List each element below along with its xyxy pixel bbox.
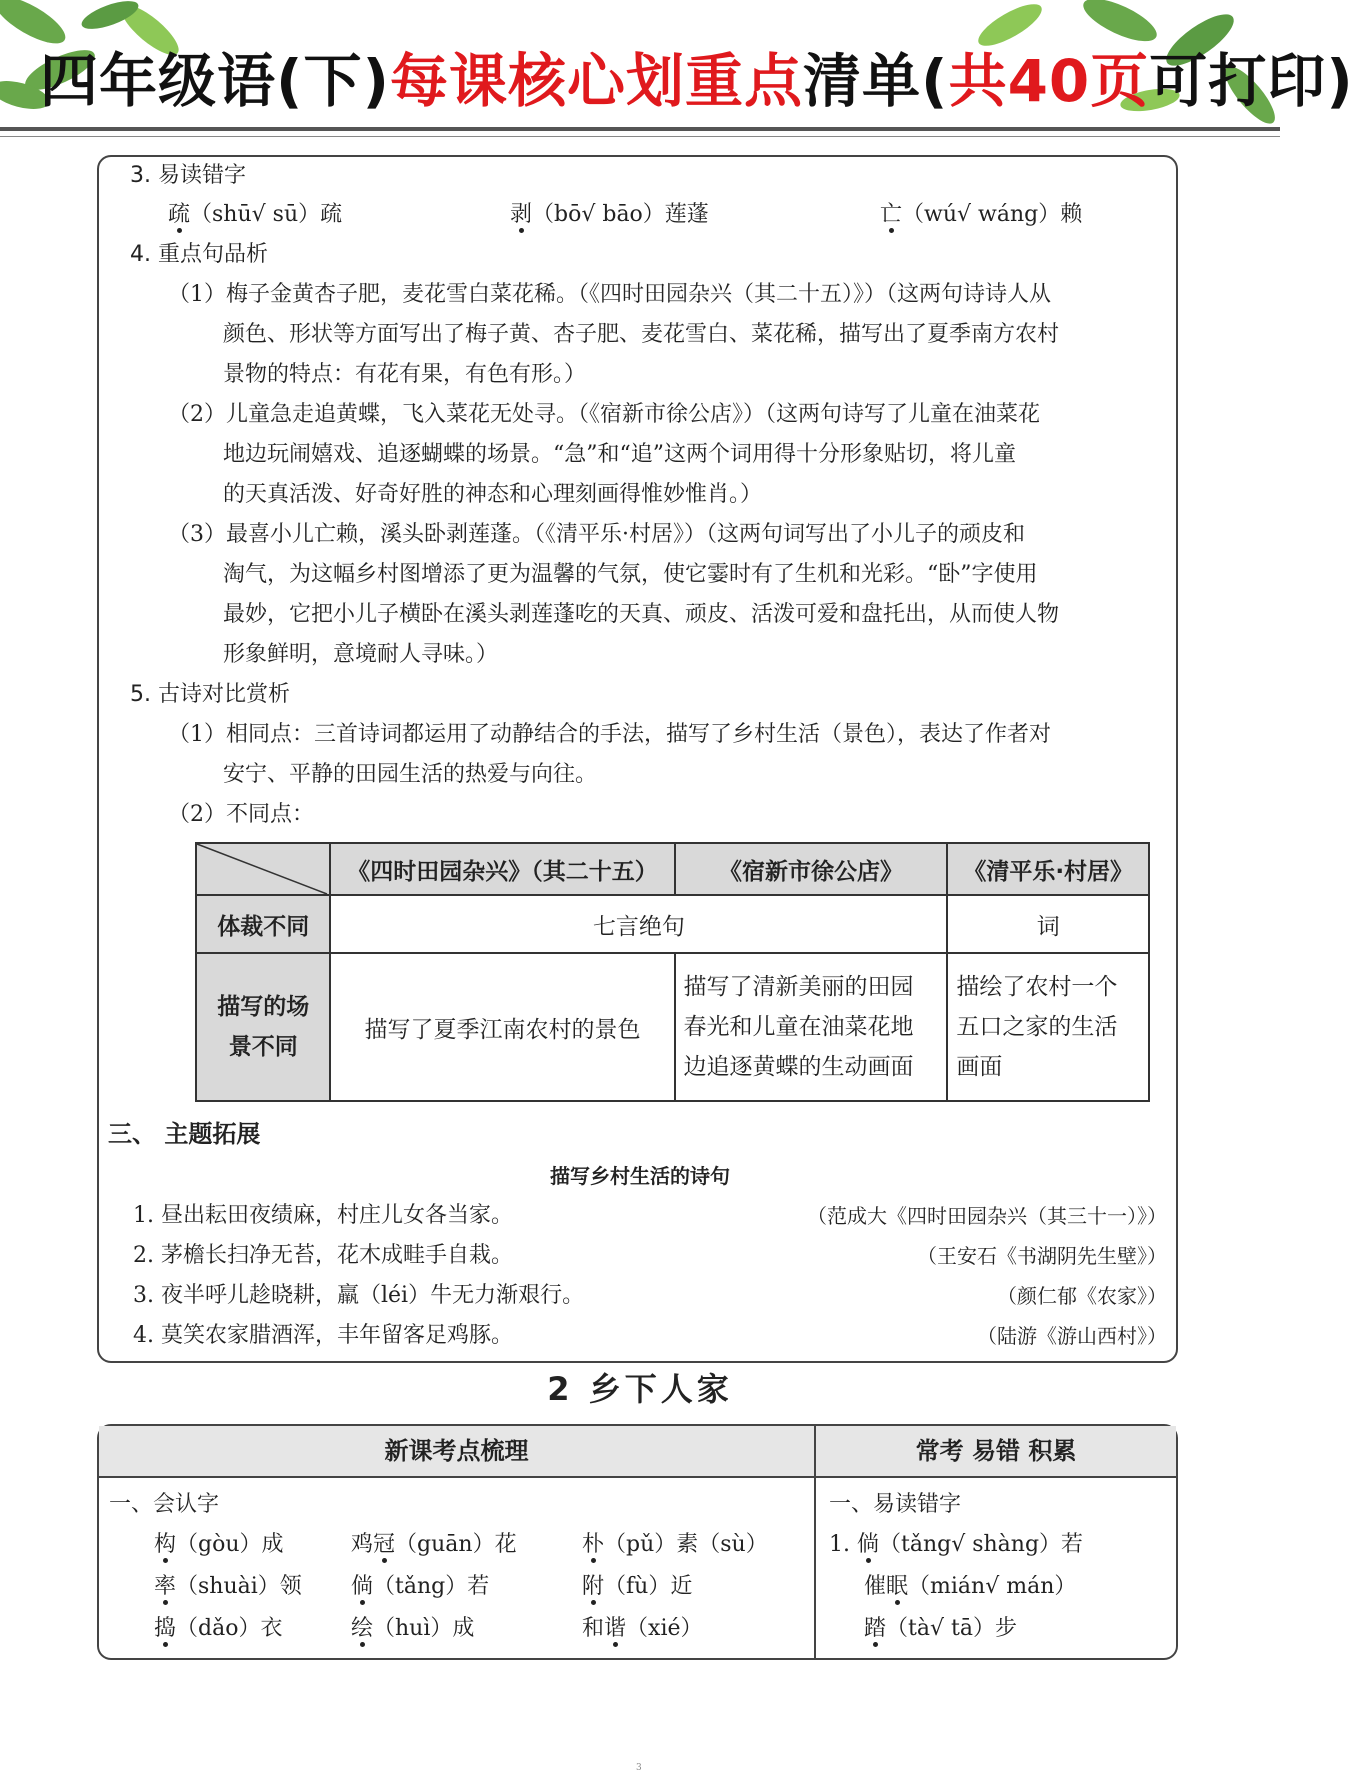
table-row [196,953,1149,1101]
title-part3: 清单( [803,47,949,115]
section-heading: 5. 古诗对比赏析 [130,682,290,707]
sentence-analysis-line: （1）梅子金黄杏子肥，麦花雪白菜花稀。（《四时田园杂兴（其二十五）》）（这两句诗诗人从 [168,282,1052,307]
word-pinyin: （gòu）成 [176,1532,284,1557]
diagonal-corner-cell [196,843,330,895]
poem-source: （范成大《四时田园杂兴（其三十一）》） [807,1204,1167,1228]
dotted-char: 捣 [154,1616,177,1641]
left-section-heading: 一、会认字 [109,1492,220,1517]
dotted-char: 绘 [351,1616,374,1641]
cell-line: 春光和儿童在油菜花地 [683,1014,914,1040]
table-cell: 七言绝句 [330,895,947,953]
word-pinyin: （pǔ）素（sù） [604,1532,768,1557]
table-cell: 描写了夏季江南农村的景色 [330,953,674,1101]
word-pinyin: （guān）花 [395,1532,517,1557]
sentence-analysis-line: 地边玩闹嬉戏、追逐蝴蝶的场景。“急”和“追”这两个词用得十分形象贴切，将儿童 [223,442,1016,467]
recognize-word [351,1529,517,1561]
recognize-word [154,1529,284,1561]
comparison-line: （1）相同点：三首诗词都运用了动静结合的手法，描写了乡村生活（景色），表达了作者对 [168,722,1052,747]
table-cell [675,953,948,1101]
dotted-char: 率 [154,1574,177,1599]
word-prefix: 鸡 [351,1532,374,1557]
poem-line: 2. 茅檐长扫净无苔，花木成畦手自栽。 [133,1243,513,1268]
diagonal-line-icon [197,844,327,894]
word-pinyin: （tǎng）若 [373,1574,490,1599]
recognize-word [351,1613,474,1645]
sentence-analysis-line: 景物的特点：有花有果，有色有形。） [223,362,587,387]
table-header: 《清平乐·村居》 [947,843,1149,895]
comparison-table [195,842,1150,1102]
recognize-word [582,1571,692,1603]
word-pinyin: （huì）成 [373,1616,475,1641]
recognize-word [582,1613,703,1645]
recognize-word [351,1571,489,1603]
poem-line: 3. 夜半呼儿趁晓耕，羸（léi）牛无力渐艰行。 [133,1283,585,1308]
word-prefix: 催 [864,1574,887,1599]
dotted-char: 朴 [582,1532,605,1557]
sentence-analysis-line: 淘气，为这幅乡村图增添了更为温馨的气氛，使它霎时有了生机和光彩。“卧”字使用 [223,562,1038,587]
section-heading: 3. 易读错字 [130,163,246,188]
row-label: 体裁不同 [196,895,330,953]
table-cell [947,953,1149,1101]
misread-item [510,199,709,231]
title-part1: 四年级语(下) [40,47,391,115]
poem-line: 1. 昼出耘田夜绩麻，村庄儿女各当家。 [133,1203,513,1228]
misread-item [864,1571,1076,1603]
recognize-word [154,1613,282,1645]
dotted-char: 构 [154,1532,177,1557]
misread-pinyin: （wú√ wáng）赖 [902,202,1083,227]
word-pinyin: （dǎo）衣 [176,1616,283,1641]
item-number: 1. [829,1532,857,1557]
cell-line: 五口之家的生活 [956,1014,1118,1040]
dotted-char: 踏 [864,1616,887,1641]
banner-divider [0,127,1280,131]
dotted-char: 亡 [880,202,903,227]
dotted-char: 谐 [604,1616,627,1641]
lesson-box [97,1424,1178,1660]
right-header: 常考 易错 积累 [915,1437,1077,1465]
row-label-line: 描写的场 [217,994,310,1020]
comparison-line: （2）不同点： [168,802,314,827]
sentence-analysis-line: （3）最喜小儿亡赖，溪头卧剥莲蓬。（《清平乐·村居》）（这两句词写出了小儿子的顽皮和 [168,522,1025,547]
comparison-line: 安宁、平静的田园生活的热爱与向往。 [223,762,598,787]
row-label [196,953,330,1101]
dotted-char: 剥 [510,202,533,227]
table-header: 《四时田园杂兴》（其二十五） [330,843,674,895]
cell-line: 描绘了农村一个 [956,974,1118,1000]
title-part4: 共40页 [948,47,1150,115]
misread-pinyin: （tǎng√ shàng）若 [879,1532,1084,1557]
sentence-analysis-line: 形象鲜明，意境耐人寻味。） [223,642,499,667]
title-part5: 可打印) [1149,47,1354,115]
table-header: 《宿新市徐公店》 [675,843,948,895]
word-pinyin: （fù）近 [604,1574,693,1599]
word-prefix: 和 [582,1616,605,1641]
page-banner [0,0,1354,125]
theme-heading: 三、 主题拓展 [108,1120,261,1148]
misread-pinyin: （mián√ mán） [908,1574,1077,1599]
dotted-char: 倘 [351,1574,374,1599]
section-heading: 4. 重点句品析 [130,242,268,267]
lesson-title: 2 乡下人家 [547,1370,733,1408]
cell-line: 描写了清新美丽的田园 [683,974,914,1000]
dotted-char: 倘 [856,1532,879,1557]
sentence-analysis-line: 最妙，它把小儿子横卧在溪头剥莲蓬吃的天真、顽皮、活泼可爱和盘托出，从而使人物 [223,602,1060,627]
page-title [40,34,1354,118]
theme-subtitle: 描写乡村生活的诗句 [550,1164,730,1188]
misread-item [168,199,342,231]
sentence-analysis-line: （2）儿童急走追黄蝶，飞入菜花无处寻。（《宿新市徐公店》）（这两句诗写了儿童在油菜花 [168,402,1041,427]
dotted-char: 附 [582,1574,605,1599]
poem-source: （陆游《游山西村》） [977,1324,1167,1348]
sentence-analysis-line: 的天真活泼、好奇好胜的神态和心理刻画得惟妙惟肖。） [223,482,763,507]
misread-pinyin: （bō√ bāo）莲蓬 [532,202,709,227]
poem-source: （颜仁郁《农家》） [997,1284,1167,1308]
word-pinyin: （shuài）领 [176,1574,302,1599]
title-part2: 每课核心划重点 [390,47,804,115]
cell-line: 边追逐黄蝶的生动画面 [683,1054,914,1080]
misread-item [864,1613,1017,1645]
table-header-row [196,843,1149,895]
page-number: 3 [636,1763,642,1773]
table-row [196,895,1149,953]
misread-pinyin: （shū√ sū）疏 [190,202,343,227]
banner-divider-thin [0,136,1280,137]
word-pinyin: （xié） [626,1616,703,1641]
cell-line: 画面 [956,1054,1003,1080]
misread-pinyin: （tà√ tā）步 [886,1616,1017,1641]
dotted-char: 眠 [886,1574,909,1599]
table-cell: 词 [947,895,1149,953]
poem-source: （王安石《书湖阴先生壁》） [917,1244,1167,1268]
dotted-char: 疏 [168,202,191,227]
sentence-analysis-line: 颜色、形状等方面写出了梅子黄、杏子肥、麦花雪白、菜花稀，描写出了夏季南方农村 [223,322,1060,347]
misread-item [880,199,1082,231]
left-header: 新课考点梳理 [384,1437,529,1465]
recognize-word [154,1571,302,1603]
recognize-word [582,1529,768,1561]
misread-item [829,1529,1083,1561]
row-label-line: 景不同 [228,1034,298,1060]
poem-line: 4. 莫笑农家腊酒浑，丰年留客足鸡豚。 [133,1323,513,1348]
dotted-char: 冠 [373,1532,396,1557]
right-section-heading: 一、易读错字 [829,1492,962,1517]
